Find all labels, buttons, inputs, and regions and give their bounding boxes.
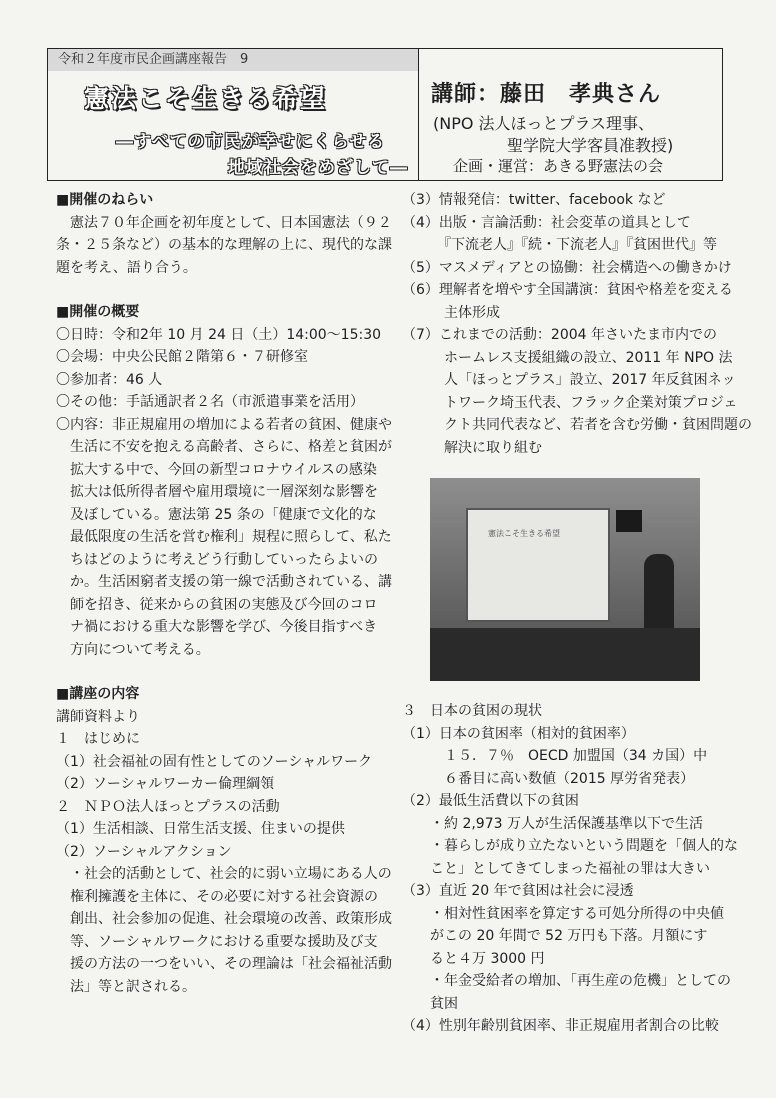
overview-line: 及ぼしている。憲法第 25 条の「健康で文化的な <box>56 506 377 523</box>
overview-line: 〇その他：手話通訳者２名（市派遣事業を活用） <box>56 394 364 410</box>
poverty-line: （3）直近 20 年で貧困は社会に浸透 <box>402 883 634 899</box>
overview-line: 生活に不安を抱える高齢者、さらに、格差と貧困が <box>56 439 392 455</box>
poverty-line: １５．７％ OECD 加盟国（34 カ国）中 <box>402 748 708 764</box>
right-column-bottom <box>402 700 738 1038</box>
page-title: 憲法こそ生きる希望 <box>84 84 328 113</box>
poverty-line: （1）日本の貧困率（相対的貧困率） <box>402 725 635 742</box>
overview-line: 方向について考える。 <box>56 641 210 658</box>
poverty-line: ６番目に高い数値（2015 厚労省発表） <box>402 770 695 787</box>
lecturer-affiliation-2: 聖学院大学客員准教授) <box>507 136 674 155</box>
lecture-photo <box>430 478 700 681</box>
content-line: （2）ソーシャルワーカー倫理綱領 <box>56 776 275 792</box>
projector-screen <box>466 508 610 622</box>
poverty-line: ・相対性貧困率を算定する可処分所得の中央値 <box>402 905 724 922</box>
content-line: ・社会的活動として、社会的に弱い立場にある人の <box>56 866 392 882</box>
activity-line: 主体形成 <box>402 304 500 321</box>
activity-line: ホームレス支援組織の設立、2011 年 NPO 法 <box>402 349 733 366</box>
activity-line: （3）情報発信：twitter、facebook など <box>402 192 666 208</box>
content-line: 創出、社会参加の促進、社会環境の改善、政策形成 <box>56 911 392 927</box>
content-line: １ はじめに <box>56 731 140 747</box>
content-line: ２ ＮＰＯ法人ほっとプラスの活動 <box>56 798 280 815</box>
audience <box>430 628 700 681</box>
content-line: （1）生活相談、日常生活支援、住まいの提供 <box>56 821 345 837</box>
activity-line: クト共同代表など、若者を含む労働・貧困問題の <box>402 417 752 433</box>
organizer: 企画・運営：あきる野憲法の会 <box>453 157 664 175</box>
right-column-top <box>402 189 752 459</box>
section-heading-overview: ■開催の概要 <box>56 304 140 320</box>
poverty-line: がこの 20 年間で 52 万円も下落。月額にす <box>402 928 708 944</box>
aim-line: 憲法７０年企画を初年度として、日本国憲法（９２ <box>56 214 392 231</box>
poverty-line: ３ 日本の貧困の現状 <box>402 703 542 719</box>
activity-line: 解決に取り組む <box>402 439 542 456</box>
lecturer-affiliation-1: (NPO 法人ほっとプラス理事、 <box>433 114 655 133</box>
poverty-line: ・年金受給者の増加、「再生産の危機」としての <box>402 973 731 989</box>
overview-line: 〇参加者：46 人 <box>56 371 163 388</box>
section-heading-content: ■講座の内容 <box>56 686 140 702</box>
poverty-line: こと」としてきてしまった福祉の罪は大きい <box>402 860 710 877</box>
header-box <box>47 48 723 181</box>
content-line: 等、ソーシャルワークにおける重要な援助及び支 <box>56 933 378 950</box>
overview-line: ちはどのように考えどう行動していったらよいの <box>56 551 378 568</box>
content-line: （1）社会福祉の固有性としてのソーシャルワーク <box>56 753 373 770</box>
aim-line: 条・２５条など）の基本的な理解の上に、現代的な課 <box>56 237 392 253</box>
header-title-area <box>48 49 419 180</box>
activity-line: （5）マスメディアとの協働：社会構造への働きかけ <box>402 259 732 276</box>
content-line: 講師資料より <box>56 708 140 725</box>
poverty-line: ・約 2,973 万人が生活保護基準以下で生活 <box>402 815 703 832</box>
poverty-line: ると４万 3000 円 <box>402 950 545 967</box>
overview-line: か。生活困窮者支援の第一線で活動されている、講 <box>56 574 392 590</box>
overview-line: 拡大する中で、今回の新型コロナウイルスの感染 <box>56 461 377 478</box>
content-line: 援の方法の一つをいい、その理論は「社会福祉活動 <box>56 956 392 972</box>
left-column <box>56 189 392 998</box>
overview-line: 師を招き、従来からの貧困の実態及び今回のコロ <box>56 596 378 613</box>
activity-line: （4）出版・言論活動：社会変革の道具として <box>402 214 691 231</box>
activity-line: トワーク埼玉代表、フラック企業対策プロジェ <box>402 394 738 411</box>
overview-line: 〇日時：令和2年 10 月 24 日（土）14:00～15:30 <box>56 326 382 343</box>
overview-line: 〇内容：非正規雇用の増加による若者の貧困、健康や <box>56 416 392 433</box>
activity-line: （6）理解者を増やす全国講演：貧困や格差を変える <box>402 282 733 298</box>
activity-line: 『下流老人』『続・下流老人』『貧困世代』等 <box>402 237 717 253</box>
poverty-line: （4）性別年齢別貧困率、非正規雇用者割合の比較 <box>402 1018 719 1034</box>
overview-line: 最低限度の生活を営む権利」規程に照らして、私た <box>56 529 392 545</box>
series-tag: 令和２年度市民企画講座報告 9 <box>48 49 418 71</box>
header-lecturer-area <box>419 49 722 180</box>
content-line: 法」等と訳される。 <box>56 978 196 995</box>
poverty-line: 貧困 <box>402 995 458 1012</box>
poverty-line: ・暮らしが成り立たないという問題を「個人的な <box>402 838 738 854</box>
subtitle-line-1: ―すべての市民が幸せにくらせる <box>116 132 386 152</box>
screen-title: 憲法こそ生きる希望 <box>488 529 560 538</box>
poverty-line: （2）最低生活費以下の貧困 <box>402 793 579 809</box>
overview-line: 〇会場：中央公民館２階第６・７研修室 <box>56 349 308 365</box>
content-line: （2）ソーシャルアクション <box>56 843 232 860</box>
lecturer-name: 講師：藤田 孝典さん <box>431 82 662 107</box>
activity-line: （7）これまでの活動：2004 年さいたま市内での <box>402 327 717 343</box>
overview-line: ナ禍における重大な影響を学び、今後目指すべき <box>56 619 378 635</box>
activity-line: 人「ほっとプラス」設立、2017 年反貧困ネッ <box>402 372 736 388</box>
content-line: 権利擁護を主体に、その必要に対する社会資源の <box>56 888 378 905</box>
subtitle-line-2: 地域社会をめざして― <box>228 158 408 178</box>
aim-line: 題を考え、語り合う。 <box>56 259 197 276</box>
wall-monitor <box>616 510 642 532</box>
overview-line: 拡大は低所得者層や雇用環境に一層深刻な影響を <box>56 484 378 500</box>
section-heading-aim: ■開催のねらい <box>56 192 154 208</box>
speaker-figure <box>644 554 674 634</box>
